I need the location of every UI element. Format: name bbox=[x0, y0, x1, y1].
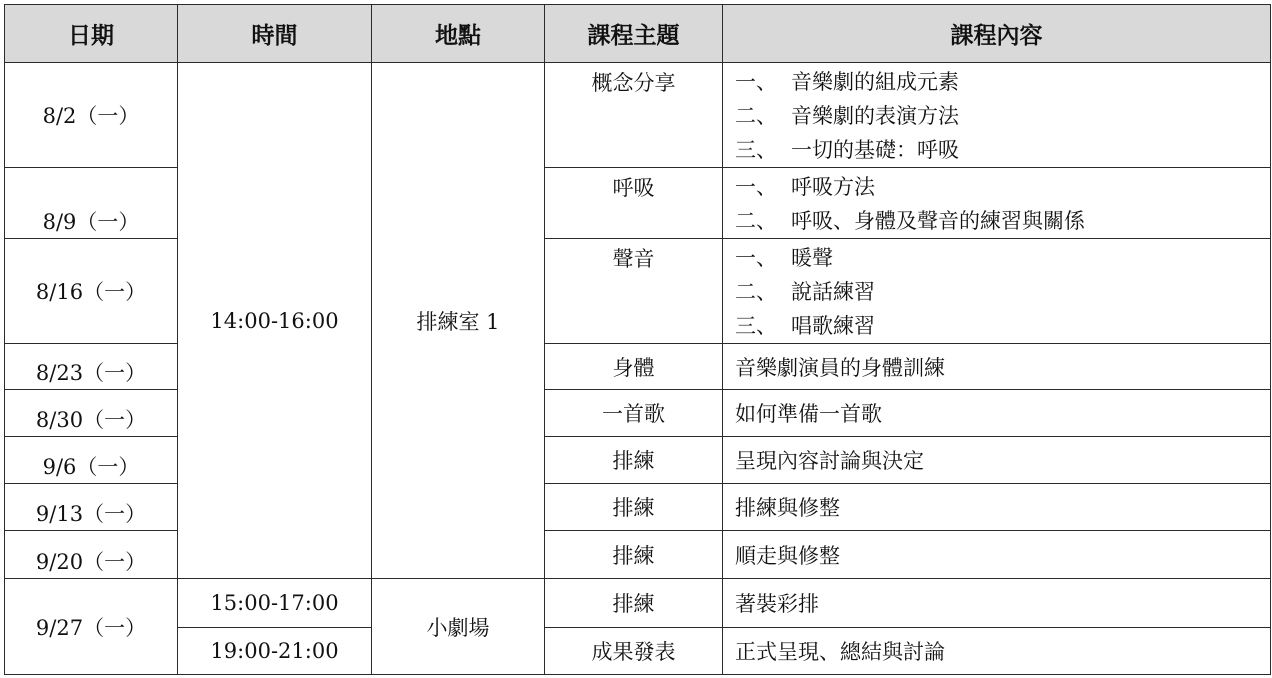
header-topic: 課程主題 bbox=[545, 5, 723, 63]
list-text: 音樂劇的組成元素 bbox=[791, 70, 959, 94]
content-line bbox=[735, 99, 1270, 133]
topic-cell: 排練 bbox=[545, 484, 723, 531]
time-cell: 19:00-21:00 bbox=[178, 628, 372, 675]
list-text: 音樂劇的表演方法 bbox=[791, 104, 959, 128]
content-cell: 呈現內容討論與決定 bbox=[723, 437, 1271, 484]
list-number: 三、 bbox=[735, 138, 777, 162]
date-cell: 9/27（一） bbox=[5, 579, 178, 675]
course-schedule-table bbox=[4, 4, 1271, 675]
topic-cell: 概念分享 bbox=[545, 63, 723, 168]
header-date: 日期 bbox=[5, 5, 178, 63]
date-cell: 8/2（一） bbox=[5, 63, 178, 168]
date-cell: 8/16（一） bbox=[5, 239, 178, 344]
list-number: 一、 bbox=[735, 175, 777, 199]
content-line bbox=[735, 309, 1270, 343]
header-content: 課程內容 bbox=[723, 5, 1271, 63]
list-number: 二、 bbox=[735, 104, 777, 128]
list-text: 呼吸、身體及聲音的練習與關係 bbox=[791, 209, 1085, 233]
topic-cell: 成果發表 bbox=[545, 628, 723, 675]
content-line bbox=[735, 170, 1270, 204]
content-cell: 音樂劇演員的身體訓練 bbox=[723, 344, 1271, 390]
table-row bbox=[5, 579, 1271, 628]
topic-cell: 呼吸 bbox=[545, 168, 723, 239]
list-text: 唱歌練習 bbox=[791, 314, 875, 338]
list-number: 二、 bbox=[735, 280, 777, 304]
topic-cell: 排練 bbox=[545, 579, 723, 628]
content-line bbox=[735, 275, 1270, 309]
content-cell: 著裝彩排 bbox=[723, 579, 1271, 628]
list-number: 二、 bbox=[735, 209, 777, 233]
date-cell: 9/6（一） bbox=[5, 437, 178, 484]
date-cell: 9/13（一） bbox=[5, 484, 178, 531]
topic-cell: 身體 bbox=[545, 344, 723, 390]
topic-cell: 一首歌 bbox=[545, 390, 723, 437]
topic-cell: 聲音 bbox=[545, 239, 723, 344]
content-line bbox=[735, 204, 1270, 238]
list-text: 暖聲 bbox=[791, 246, 833, 270]
content-line bbox=[735, 65, 1270, 99]
topic-cell: 排練 bbox=[545, 437, 723, 484]
date-cell: 8/30（一） bbox=[5, 390, 178, 437]
header-row bbox=[5, 5, 1271, 63]
list-number: 一、 bbox=[735, 70, 777, 94]
content-cell: 順走與修整 bbox=[723, 531, 1271, 579]
list-number: 三、 bbox=[735, 314, 777, 338]
content-cell: 如何準備一首歌 bbox=[723, 390, 1271, 437]
table-row bbox=[5, 628, 1271, 675]
place-cell: 排練室 1 bbox=[372, 63, 545, 579]
content-line bbox=[735, 241, 1270, 275]
place-cell: 小劇場 bbox=[372, 579, 545, 675]
content-cell bbox=[723, 168, 1271, 239]
date-cell: 8/9（一） bbox=[5, 168, 178, 239]
content-cell: 排練與修整 bbox=[723, 484, 1271, 531]
content-line bbox=[735, 133, 1270, 167]
topic-cell: 排練 bbox=[545, 531, 723, 579]
content-cell bbox=[723, 239, 1271, 344]
list-text: 呼吸方法 bbox=[791, 175, 875, 199]
date-cell: 9/20（一） bbox=[5, 531, 178, 579]
header-time: 時間 bbox=[178, 5, 372, 63]
time-cell: 15:00-17:00 bbox=[178, 579, 372, 628]
list-text: 一切的基礎：呼吸 bbox=[791, 138, 959, 162]
header-place: 地點 bbox=[372, 5, 545, 63]
date-cell: 8/23（一） bbox=[5, 344, 178, 390]
content-cell bbox=[723, 63, 1271, 168]
list-text: 說話練習 bbox=[791, 280, 875, 304]
table-row bbox=[5, 63, 1271, 168]
list-number: 一、 bbox=[735, 246, 777, 270]
content-cell: 正式呈現、總結與討論 bbox=[723, 628, 1271, 675]
time-cell: 14:00-16:00 bbox=[178, 63, 372, 579]
